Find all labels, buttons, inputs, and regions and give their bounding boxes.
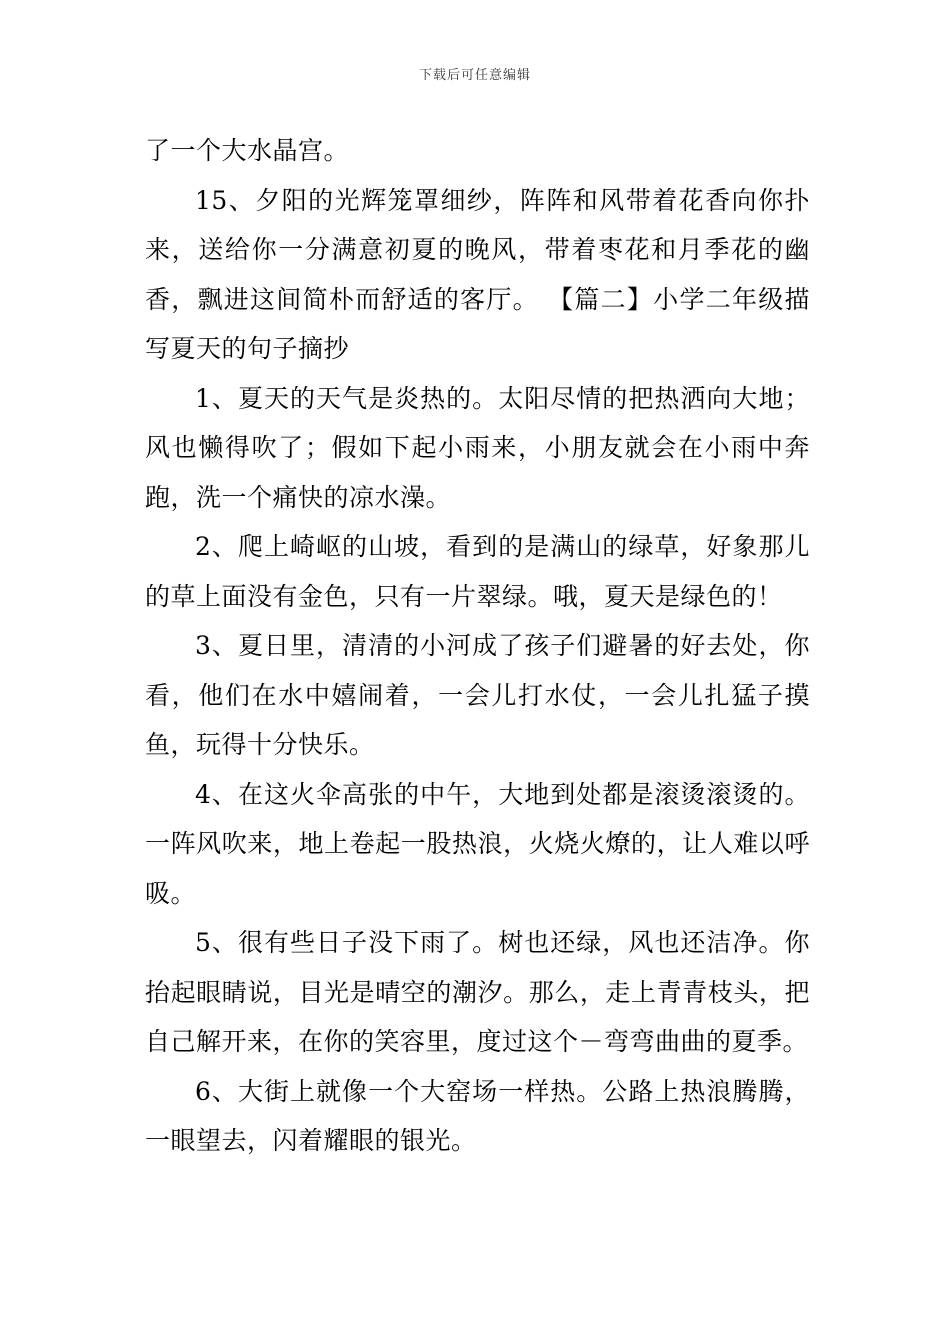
paragraph-item-2: 2、爬上崎岖的山坡，看到的是满山的绿草，好象那儿的草上面没有金色，只有一片翠绿。哦，夏天是绿色的！ xyxy=(145,532,810,611)
paragraph-item-1: 1、夏天的天气是炎热的。太阳尽情的把热洒向大地；风也懒得吹了；假如下起小雨来，小朋友就会在小雨中奔跑，洗一个痛快的凉水澡。 xyxy=(145,383,810,512)
page-header: 下载后可任意编辑 xyxy=(418,68,531,83)
paragraph-item-3: 3、夏日里，清清的小河成了孩子们避暑的好去处，你看，他们在水中嬉闹着，一会儿打水仗，一会儿扎猛子摸鱼，玩得十分快乐。 xyxy=(145,631,810,759)
paragraph-item-5: 5、很有些日子没下雨了。树也还绿，风也还洁净。你抬起眼睛说，目光是晴空的潮汐。那么，走上青青枝头，把自己解开来，在你的笑容里，度过这个－弯弯曲曲的夏季。 xyxy=(145,928,810,1056)
paragraph-continuation: 了一个大水晶宫。 xyxy=(145,136,350,165)
paragraph-item-15: 15、夕阳的光辉笼罩细纱，阵阵和风带着花香向你扑来，送给你一分满意初夏的晚风，带着枣花和月季花的幽香，飘进这间简朴而舒适的客厅。 【篇二】小学二年级描写夏天的句子摘抄 xyxy=(145,185,810,363)
paragraph-item-6: 6、大街上就像一个大窑场一样热。公路上热浪腾腾，一眼望去，闪着耀眼的银光。 xyxy=(145,1076,810,1155)
paragraph-item-4: 4、在这火伞高张的中午，大地到处都是滚烫滚烫的。一阵风吹来，地上卷起一股热浪，火烧火燎的，让人难以呼吸。 xyxy=(145,779,810,908)
document-body xyxy=(145,126,810,1166)
